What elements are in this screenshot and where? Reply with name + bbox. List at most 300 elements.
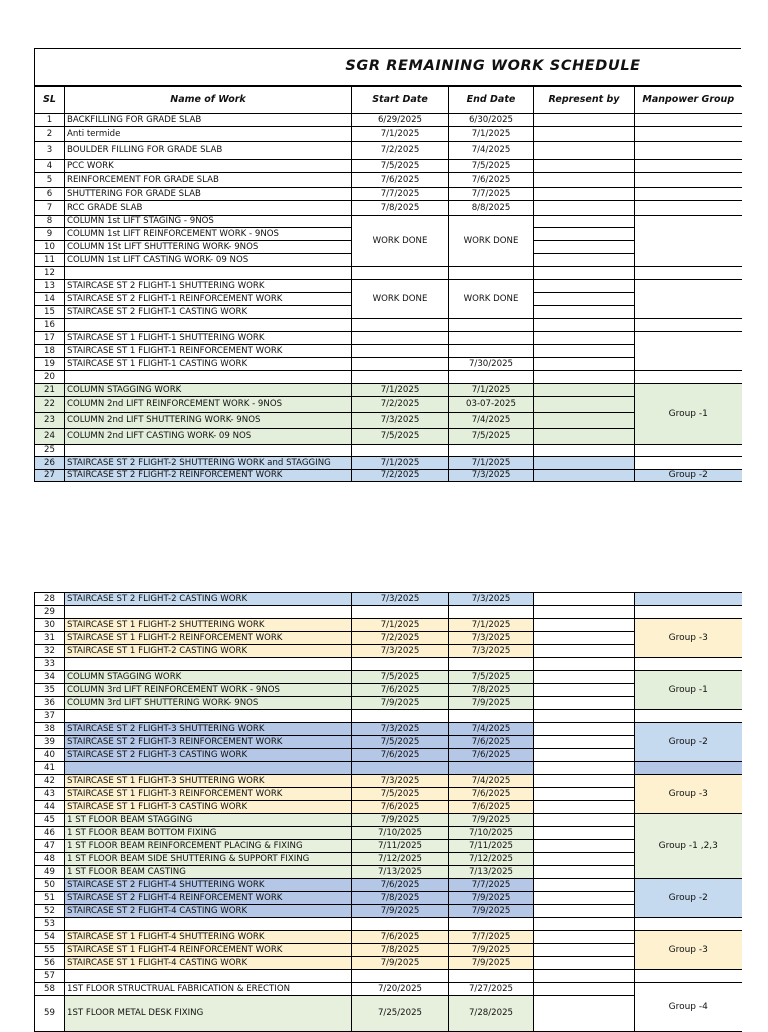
row-start: 7/8/2025	[352, 944, 449, 957]
row-name: STAIRCASE ST 2 FLIGHT-3 REINFORCEMENT WORK	[65, 736, 352, 749]
row-represent	[534, 918, 635, 931]
row-sl: 40	[35, 749, 65, 762]
row-manpower-group	[635, 173, 742, 188]
row-sl: 54	[35, 931, 65, 944]
row-manpower-group	[635, 267, 742, 280]
row-start: 7/6/2025	[352, 749, 449, 762]
row-represent	[534, 413, 635, 429]
row-start: 7/20/2025	[352, 983, 449, 996]
row-sl: 42	[35, 775, 65, 788]
table-row	[35, 658, 742, 671]
row-sl: 55	[35, 944, 65, 957]
row-name: STAIRCASE ST 1 FLIGHT-4 CASTING WORK	[65, 957, 352, 970]
row-end: 7/6/2025	[449, 736, 534, 749]
row-name: STAIRCASE ST 1 FLIGHT-2 REINFORCEMENT WORK	[65, 632, 352, 645]
row-end: 6/30/2025	[449, 114, 534, 127]
row-end: WORK DONE	[449, 216, 534, 267]
table-row	[35, 160, 742, 173]
table-row	[35, 142, 742, 160]
row-start: WORK DONE	[352, 216, 449, 267]
row-start: 7/13/2025	[352, 866, 449, 879]
row-manpower-group: Group -3	[635, 775, 742, 814]
row-end: 7/8/2025	[449, 684, 534, 697]
table-row	[35, 918, 742, 931]
table-row	[35, 173, 742, 188]
row-start	[352, 332, 449, 345]
table-row	[35, 970, 742, 983]
table-row	[35, 216, 742, 228]
row-end: 7/6/2025	[449, 801, 534, 814]
table-row	[35, 723, 742, 736]
row-name: STAIRCASE ST 2 FLIGHT-2 CASTING WORK	[65, 593, 352, 606]
row-start: 7/2/2025	[352, 397, 449, 413]
row-name: STAIRCASE ST 2 FLIGHT-3 SHUTTERING WORK	[65, 723, 352, 736]
row-represent	[534, 697, 635, 710]
row-name: STAIRCASE ST 2 FLIGHT-4 CASTING WORK	[65, 905, 352, 918]
row-manpower-group	[635, 188, 742, 201]
row-name: STAIRCASE ST 1 FLIGHT-2 CASTING WORK	[65, 645, 352, 658]
row-end	[449, 762, 534, 775]
row-start	[352, 319, 449, 332]
row-start: 7/6/2025	[352, 931, 449, 944]
row-start: 7/6/2025	[352, 173, 449, 188]
row-represent	[534, 114, 635, 127]
row-name: Anti termide	[65, 127, 352, 142]
row-name: STAIRCASE ST 1 FLIGHT-3 CASTING WORK	[65, 801, 352, 814]
row-represent	[534, 827, 635, 840]
row-name: STAIRCASE ST 2 FLIGHT-1 REINFORCEMENT WORK	[65, 293, 352, 306]
row-sl: 41	[35, 762, 65, 775]
table-row	[35, 114, 742, 127]
row-name: STAIRCASE ST 2 FLIGHT-4 REINFORCEMENT WORK	[65, 892, 352, 905]
row-represent	[534, 606, 635, 619]
row-sl: 34	[35, 671, 65, 684]
row-manpower-group	[635, 332, 742, 371]
row-name: STAIRCASE ST 2 FLIGHT-1 CASTING WORK	[65, 306, 352, 319]
row-name: COLUMN 1st LIFT CASTING WORK- 09 NOS	[65, 254, 352, 267]
row-sl: 29	[35, 606, 65, 619]
row-represent	[534, 319, 635, 332]
row-represent	[534, 332, 635, 345]
row-represent	[534, 892, 635, 905]
row-start: 7/12/2025	[352, 853, 449, 866]
title-box	[34, 48, 741, 86]
row-sl: 49	[35, 866, 65, 879]
row-end: 7/9/2025	[449, 892, 534, 905]
row-sl: 3	[35, 142, 65, 160]
row-name: STAIRCASE ST 2 FLIGHT-3 CASTING WORK	[65, 749, 352, 762]
row-end: 7/4/2025	[449, 142, 534, 160]
row-name: 1 ST FLOOR BEAM SIDE SHUTTERING & SUPPORT FIXING	[65, 853, 352, 866]
row-sl: 17	[35, 332, 65, 345]
table-row	[35, 671, 742, 684]
row-sl: 33	[35, 658, 65, 671]
row-name	[65, 445, 352, 457]
row-sl: 9	[35, 228, 65, 241]
row-name: COLUMN STAGGING WORK	[65, 384, 352, 397]
row-represent	[534, 814, 635, 827]
row-represent	[534, 970, 635, 983]
row-start: 7/5/2025	[352, 788, 449, 801]
row-represent	[534, 879, 635, 892]
row-represent	[534, 445, 635, 457]
row-name: COLUMN 3rd LIFT SHUTTERING WORK- 9NOS	[65, 697, 352, 710]
row-represent	[534, 371, 635, 384]
row-represent	[534, 593, 635, 606]
row-name: BACKFILLING FOR GRADE SLAB	[65, 114, 352, 127]
row-sl: 23	[35, 413, 65, 429]
row-end: 7/9/2025	[449, 944, 534, 957]
row-manpower-group	[635, 142, 742, 160]
row-end	[449, 267, 534, 280]
row-end: 7/5/2025	[449, 160, 534, 173]
row-sl: 20	[35, 371, 65, 384]
row-end	[449, 710, 534, 723]
table-row	[35, 470, 742, 482]
row-sl: 5	[35, 173, 65, 188]
row-manpower-group	[635, 606, 742, 619]
row-end: WORK DONE	[449, 280, 534, 319]
row-start: 7/2/2025	[352, 632, 449, 645]
row-name: REINFORCEMENT FOR GRADE SLAB	[65, 173, 352, 188]
row-name: STAIRCASE ST 1 FLIGHT-1 CASTING WORK	[65, 358, 352, 371]
row-name	[65, 319, 352, 332]
row-name: STAIRCASE ST 1 FLIGHT-4 REINFORCEMENT WORK	[65, 944, 352, 957]
row-name: STAIRCASE ST 2 FLIGHT-2 REINFORCEMENT WORK	[65, 470, 352, 482]
row-start: 7/1/2025	[352, 384, 449, 397]
row-start: 7/3/2025	[352, 413, 449, 429]
row-start: 7/1/2025	[352, 619, 449, 632]
row-manpower-group	[635, 201, 742, 216]
row-start: 7/9/2025	[352, 697, 449, 710]
row-manpower-group	[635, 762, 742, 775]
row-manpower-group	[635, 280, 742, 319]
row-name: COLUMN 2nd LIFT REINFORCEMENT WORK - 9NOS	[65, 397, 352, 413]
table-row	[35, 983, 742, 996]
schedule-table-1	[34, 86, 742, 482]
row-end	[449, 918, 534, 931]
row-name	[65, 658, 352, 671]
row-name	[65, 267, 352, 280]
row-name	[65, 970, 352, 983]
row-end	[449, 658, 534, 671]
row-start	[352, 345, 449, 358]
row-name: COLUMN 3rd LIFT REINFORCEMENT WORK - 9NOS	[65, 684, 352, 697]
row-end: 7/9/2025	[449, 697, 534, 710]
row-end: 7/6/2025	[449, 173, 534, 188]
row-name: COLUMN 1st LIFT REINFORCEMENT WORK - 9NOS	[65, 228, 352, 241]
row-end: 7/3/2025	[449, 470, 534, 482]
row-represent	[534, 710, 635, 723]
row-manpower-group: Group -3	[635, 619, 742, 658]
row-represent	[534, 671, 635, 684]
row-sl: 19	[35, 358, 65, 371]
table-row	[35, 319, 742, 332]
row-start	[352, 606, 449, 619]
row-start: 7/5/2025	[352, 429, 449, 445]
row-start: 7/3/2025	[352, 593, 449, 606]
row-end: 7/4/2025	[449, 775, 534, 788]
table-row	[35, 188, 742, 201]
table-row	[35, 593, 742, 606]
row-sl: 56	[35, 957, 65, 970]
row-end: 7/9/2025	[449, 814, 534, 827]
row-end	[449, 345, 534, 358]
row-end: 7/5/2025	[449, 671, 534, 684]
row-end: 7/7/2025	[449, 879, 534, 892]
row-start: 7/9/2025	[352, 957, 449, 970]
row-end: 7/12/2025	[449, 853, 534, 866]
row-end: 7/13/2025	[449, 866, 534, 879]
row-sl: 12	[35, 267, 65, 280]
row-end: 03-07-2025	[449, 397, 534, 413]
row-start	[352, 267, 449, 280]
row-sl: 6	[35, 188, 65, 201]
row-represent	[534, 736, 635, 749]
row-start: 7/2/2025	[352, 142, 449, 160]
row-sl: 57	[35, 970, 65, 983]
row-name: COLUMN 1St LIFT SHUTTERING WORK- 9NOS	[65, 241, 352, 254]
row-start: 6/29/2025	[352, 114, 449, 127]
row-sl: 35	[35, 684, 65, 697]
row-represent	[534, 188, 635, 201]
row-end	[449, 606, 534, 619]
row-represent	[534, 470, 635, 482]
row-start: 7/6/2025	[352, 684, 449, 697]
row-start: 7/11/2025	[352, 840, 449, 853]
row-start: 7/8/2025	[352, 892, 449, 905]
row-sl: 51	[35, 892, 65, 905]
row-represent	[534, 173, 635, 188]
row-end: 7/1/2025	[449, 127, 534, 142]
row-represent	[534, 345, 635, 358]
row-start: 7/3/2025	[352, 645, 449, 658]
row-start: 7/10/2025	[352, 827, 449, 840]
row-end: 7/4/2025	[449, 413, 534, 429]
row-start: 7/3/2025	[352, 775, 449, 788]
row-start: 7/9/2025	[352, 905, 449, 918]
table-row	[35, 332, 742, 345]
row-represent	[534, 658, 635, 671]
row-end: 7/9/2025	[449, 905, 534, 918]
row-represent	[534, 996, 635, 1032]
row-start	[352, 445, 449, 457]
row-sl: 44	[35, 801, 65, 814]
header-row	[35, 87, 742, 114]
row-start: 7/9/2025	[352, 814, 449, 827]
row-represent	[534, 749, 635, 762]
header-end: End Date	[449, 87, 534, 114]
row-represent	[534, 254, 635, 267]
row-represent	[534, 645, 635, 658]
row-represent	[534, 160, 635, 173]
row-end: 7/28/2025	[449, 996, 534, 1032]
row-represent	[534, 762, 635, 775]
row-represent	[534, 127, 635, 142]
row-manpower-group	[635, 127, 742, 142]
row-name	[65, 371, 352, 384]
table-row	[35, 445, 742, 457]
row-sl: 26	[35, 457, 65, 470]
row-end: 7/30/2025	[449, 358, 534, 371]
row-sl: 16	[35, 319, 65, 332]
row-end: 7/1/2025	[449, 384, 534, 397]
row-name: STAIRCASE ST 1 FLIGHT-4 SHUTTERING WORK	[65, 931, 352, 944]
row-represent	[534, 632, 635, 645]
row-sl: 37	[35, 710, 65, 723]
row-sl: 8	[35, 216, 65, 228]
row-sl: 58	[35, 983, 65, 996]
row-end: 7/3/2025	[449, 645, 534, 658]
row-end: 7/1/2025	[449, 619, 534, 632]
row-sl: 43	[35, 788, 65, 801]
row-sl: 47	[35, 840, 65, 853]
row-start	[352, 762, 449, 775]
row-represent	[534, 201, 635, 216]
page-title: SGR REMAINING WORK SCHEDULE	[345, 58, 641, 74]
row-sl: 7	[35, 201, 65, 216]
header-sl: SL	[35, 87, 65, 114]
row-represent	[534, 142, 635, 160]
row-end: 7/10/2025	[449, 827, 534, 840]
row-represent	[534, 905, 635, 918]
row-sl: 50	[35, 879, 65, 892]
row-name: STAIRCASE ST 2 FLIGHT-1 SHUTTERING WORK	[65, 280, 352, 293]
row-name: STAIRCASE ST 1 FLIGHT-1 SHUTTERING WORK	[65, 332, 352, 345]
row-represent	[534, 619, 635, 632]
row-represent	[534, 241, 635, 254]
row-sl: 11	[35, 254, 65, 267]
row-name: STAIRCASE ST 2 FLIGHT-4 SHUTTERING WORK	[65, 879, 352, 892]
row-manpower-group: Group -4	[635, 983, 742, 1032]
row-end: 7/5/2025	[449, 429, 534, 445]
row-end: 7/11/2025	[449, 840, 534, 853]
row-name: 1 ST FLOOR BEAM STAGGING	[65, 814, 352, 827]
row-manpower-group	[635, 160, 742, 173]
row-sl: 27	[35, 470, 65, 482]
schedule-table-2	[34, 592, 742, 1032]
row-manpower-group	[635, 970, 742, 983]
row-end	[449, 371, 534, 384]
row-name: STAIRCASE ST 1 FLIGHT-3 SHUTTERING WORK	[65, 775, 352, 788]
row-sl: 21	[35, 384, 65, 397]
row-sl: 18	[35, 345, 65, 358]
row-sl: 24	[35, 429, 65, 445]
row-start: WORK DONE	[352, 280, 449, 319]
row-sl: 52	[35, 905, 65, 918]
row-represent	[534, 384, 635, 397]
table-row	[35, 814, 742, 827]
row-end: 7/7/2025	[449, 931, 534, 944]
row-start: 7/5/2025	[352, 160, 449, 173]
row-start	[352, 371, 449, 384]
row-end: 7/3/2025	[449, 593, 534, 606]
row-represent	[534, 429, 635, 445]
row-represent	[534, 723, 635, 736]
row-sl: 10	[35, 241, 65, 254]
row-represent	[534, 853, 635, 866]
table-row	[35, 457, 742, 470]
row-sl: 36	[35, 697, 65, 710]
row-sl: 1	[35, 114, 65, 127]
table-row	[35, 384, 742, 397]
row-manpower-group	[635, 371, 742, 384]
row-sl: 30	[35, 619, 65, 632]
row-sl: 48	[35, 853, 65, 866]
row-start: 7/2/2025	[352, 470, 449, 482]
table-row	[35, 127, 742, 142]
row-name	[65, 606, 352, 619]
row-name	[65, 710, 352, 723]
table-row	[35, 619, 742, 632]
row-manpower-group	[635, 918, 742, 931]
row-name: 1ST FLOOR METAL DESK FIXING	[65, 996, 352, 1032]
row-name: 1 ST FLOOR BEAM CASTING	[65, 866, 352, 879]
row-name: 1 ST FLOOR BEAM REINFORCEMENT PLACING & FIXING	[65, 840, 352, 853]
table-row	[35, 201, 742, 216]
row-end	[449, 970, 534, 983]
row-name: PCC WORK	[65, 160, 352, 173]
row-end: 7/6/2025	[449, 788, 534, 801]
row-represent	[534, 267, 635, 280]
row-manpower-group: Group -3	[635, 931, 742, 970]
table-row	[35, 775, 742, 788]
row-name: STAIRCASE ST 1 FLIGHT-1 REINFORCEMENT WORK	[65, 345, 352, 358]
row-manpower-group	[635, 114, 742, 127]
row-represent	[534, 457, 635, 470]
row-represent	[534, 840, 635, 853]
row-name: 1 ST FLOOR BEAM BOTTOM FIXING	[65, 827, 352, 840]
row-name: COLUMN 1st LIFT STAGING - 9NOS	[65, 216, 352, 228]
row-start: 7/3/2025	[352, 723, 449, 736]
row-end: 8/8/2025	[449, 201, 534, 216]
row-name: STAIRCASE ST 1 FLIGHT-3 REINFORCEMENT WORK	[65, 788, 352, 801]
row-sl: 2	[35, 127, 65, 142]
row-name	[65, 762, 352, 775]
table-row	[35, 280, 742, 293]
row-sl: 4	[35, 160, 65, 173]
row-sl: 22	[35, 397, 65, 413]
row-name: RCC GRADE SLAB	[65, 201, 352, 216]
row-name: COLUMN 2nd LIFT CASTING WORK- 09 NOS	[65, 429, 352, 445]
row-represent	[534, 801, 635, 814]
header-group: Manpower Group	[635, 87, 742, 114]
row-start: 7/5/2025	[352, 736, 449, 749]
row-name: STAIRCASE ST 1 FLIGHT-2 SHUTTERING WORK	[65, 619, 352, 632]
row-name: BOULDER FILLING FOR GRADE SLAB	[65, 142, 352, 160]
row-sl: 32	[35, 645, 65, 658]
row-end: 7/3/2025	[449, 632, 534, 645]
row-name: COLUMN STAGGING WORK	[65, 671, 352, 684]
row-manpower-group	[635, 457, 742, 470]
row-represent	[534, 931, 635, 944]
row-start	[352, 918, 449, 931]
row-sl: 25	[35, 445, 65, 457]
header-name: Name of Work	[65, 87, 352, 114]
row-represent	[534, 983, 635, 996]
row-represent	[534, 280, 635, 293]
row-sl: 46	[35, 827, 65, 840]
row-represent	[534, 684, 635, 697]
row-sl: 38	[35, 723, 65, 736]
row-name: COLUMN 2nd LIFT SHUTTERING WORK- 9NOS	[65, 413, 352, 429]
row-represent	[534, 228, 635, 241]
row-start: 7/6/2025	[352, 879, 449, 892]
row-represent	[534, 788, 635, 801]
row-represent	[534, 866, 635, 879]
row-manpower-group	[635, 216, 742, 267]
row-represent	[534, 397, 635, 413]
